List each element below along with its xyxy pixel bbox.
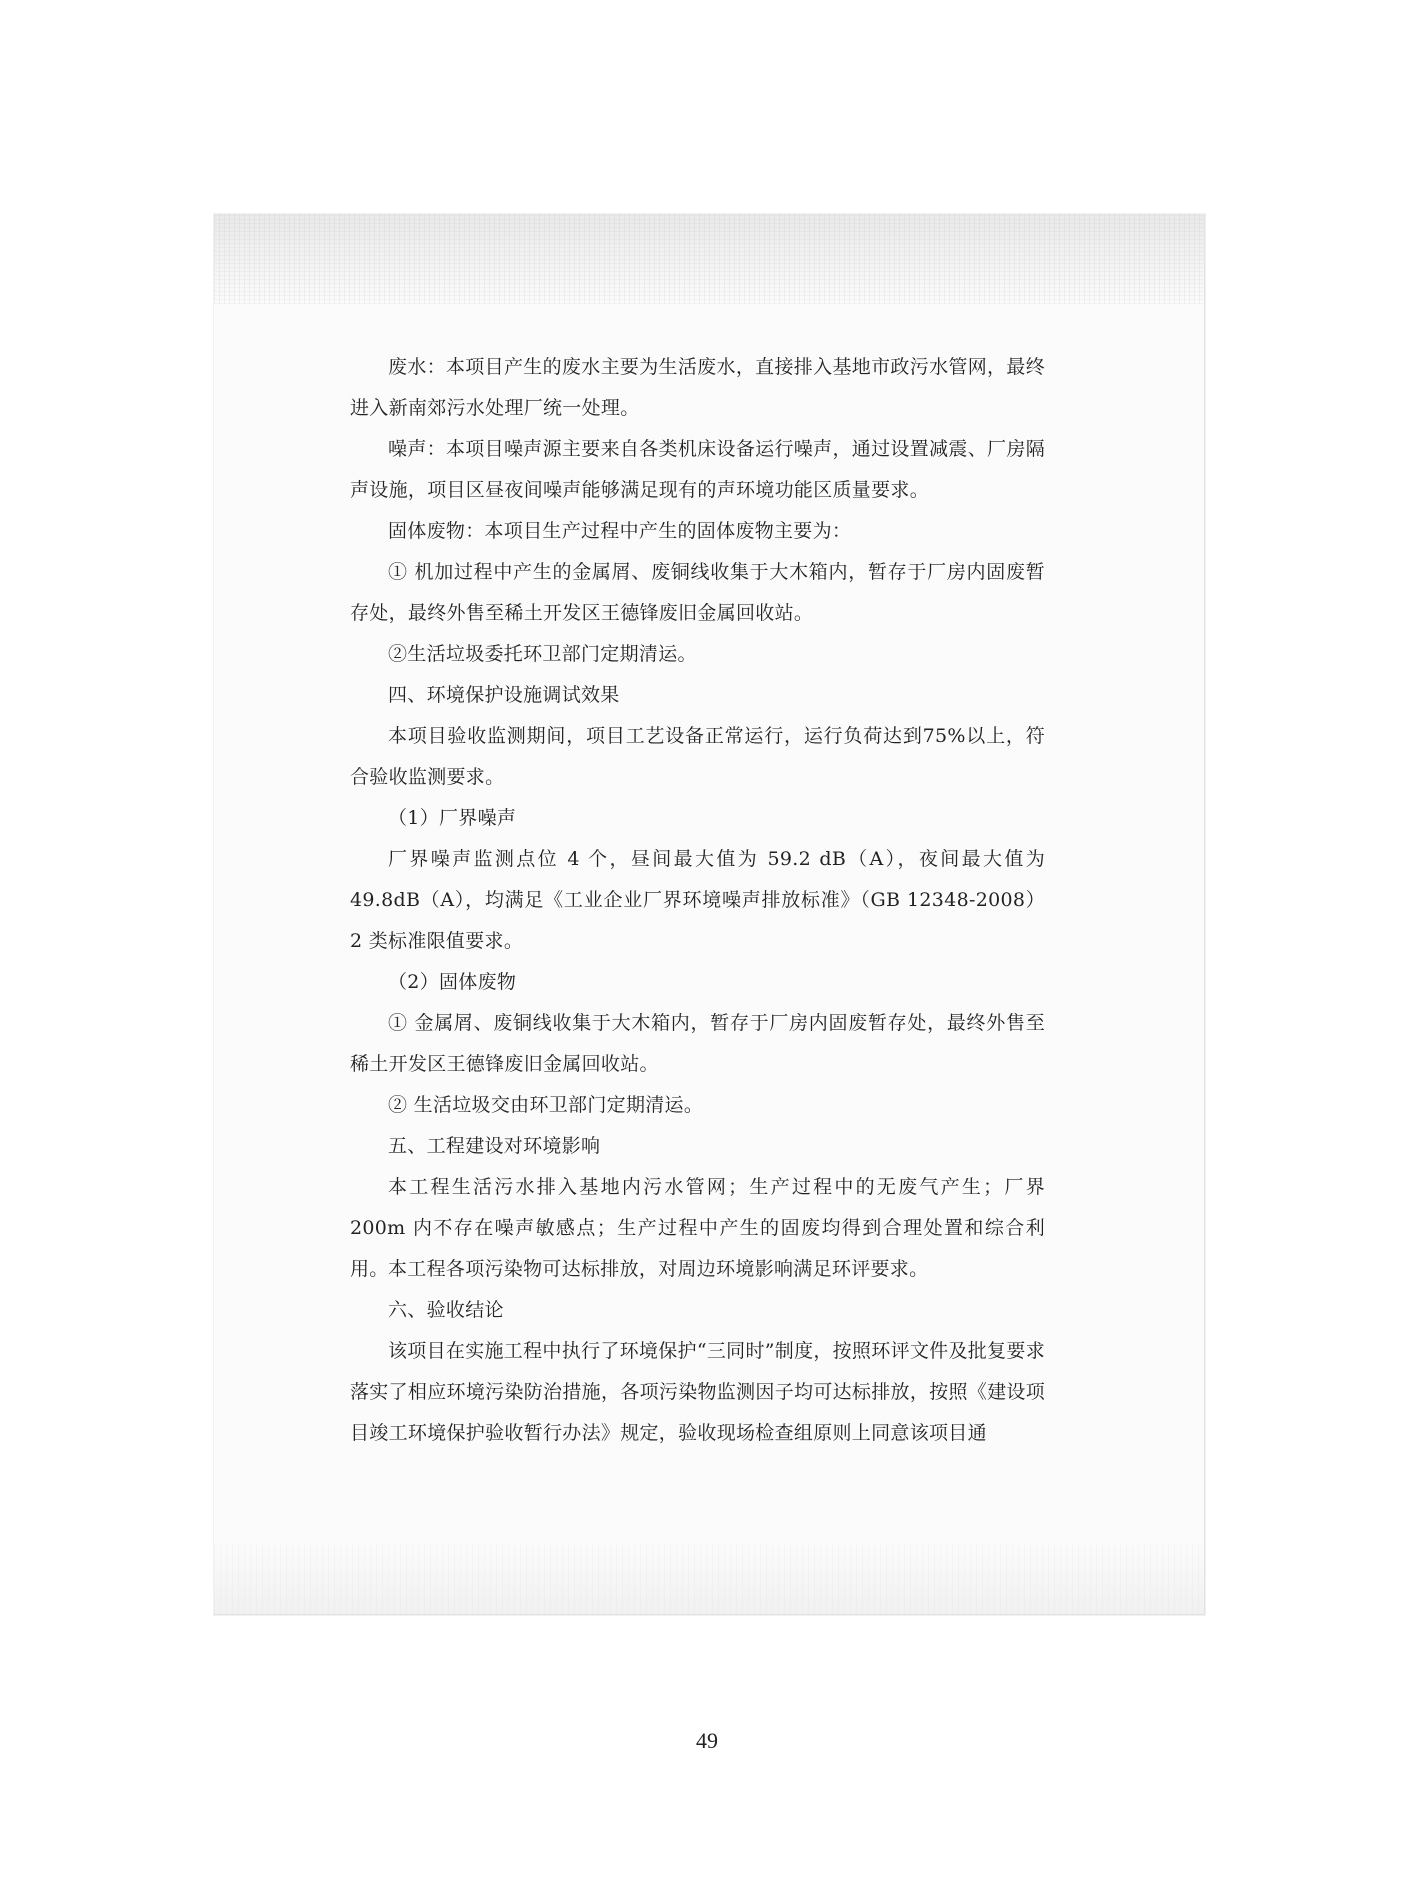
paragraph-acceptance-conclusion: 该项目在实施工程中执行了环境保护“三同时”制度，按照环评文件及批复要求落实了相应环境污染防治措施，各项污染物监测因子均可达标排放，按照《建设项目竣工环境保护验收暂行办法》规定，验收现场检查组原则上同意该项目通 <box>350 1340 1045 1444</box>
scan-noise-bottom <box>214 1544 1204 1614</box>
scan-noise-top <box>214 214 1204 304</box>
paragraph-solid-waste-item-1: ① 机加过程中产生的金属屑、废铜线收集于大木箱内，暂存于厂房内固废暂存处，最终外售至稀土开发区王德锋废旧金属回收站。 <box>350 561 1045 624</box>
paragraph-environmental-impact-1: 本工程生活污水排入基地内污水管网；生产过程中的无废气产生；厂界 200m 内不存在噪声敏感点；生产过程中产生的固废均得到合理处置和综合利用。 <box>350 1176 1045 1280</box>
section-heading-4: 四、环境保护设施调试效果 <box>388 684 620 706</box>
section-heading-5: 五、工程建设对环境影响 <box>388 1135 601 1157</box>
paragraph-noise: 噪声：本项目噪声源主要来自各类机床设备运行噪声，通过设置减震、厂房隔声设施，项目区昼夜间噪声能够满足现有的声环境功能区质量要求。 <box>350 438 1045 501</box>
paragraph-solid-waste-2: ② 生活垃圾交由环卫部门定期清运。 <box>388 1094 704 1116</box>
paragraph-solid-waste-heading: 固体废物：本项目生产过程中产生的固体废物主要为： <box>388 520 852 542</box>
paragraph-solid-waste-item-2: ②生活垃圾委托环卫部门定期清运。 <box>388 643 697 665</box>
subheading-solid-waste: （2）固体废物 <box>388 971 517 993</box>
subheading-boundary-noise: （1）厂界噪声 <box>388 807 517 829</box>
page-number: 49 <box>696 1728 718 1753</box>
paragraph-environmental-impact-2: 本工程各项污染物可达标排放，对周边环境影响满足环评要求。 <box>388 1258 929 1280</box>
paragraph-solid-waste-1: ① 金属屑、废铜线收集于大木箱内，暂存于厂房内固废暂存处，最终外售至稀土开发区王德锋废旧金属回收站。 <box>350 1012 1045 1075</box>
paragraph-monitoring-period: 本项目验收监测期间，项目工艺设备正常运行，运行负荷达到75%以上，符合验收监测要求。 <box>350 725 1045 788</box>
paragraph-wastewater: 废水：本项目产生的废水主要为生活废水，直接排入基地市政污水管网，最终进入新南郊污水处理厂统一处理。 <box>350 356 1045 419</box>
section-heading-6: 六、验收结论 <box>388 1299 504 1321</box>
paragraph-boundary-noise: 厂界噪声监测点位 4 个，昼间最大值为 59.2 dB（A），夜间最大值为 49.8dB（A），均满足《工业企业厂界环境噪声排放标准》（GB 12348-2008）2 类标准限值要求。 <box>350 848 1045 952</box>
